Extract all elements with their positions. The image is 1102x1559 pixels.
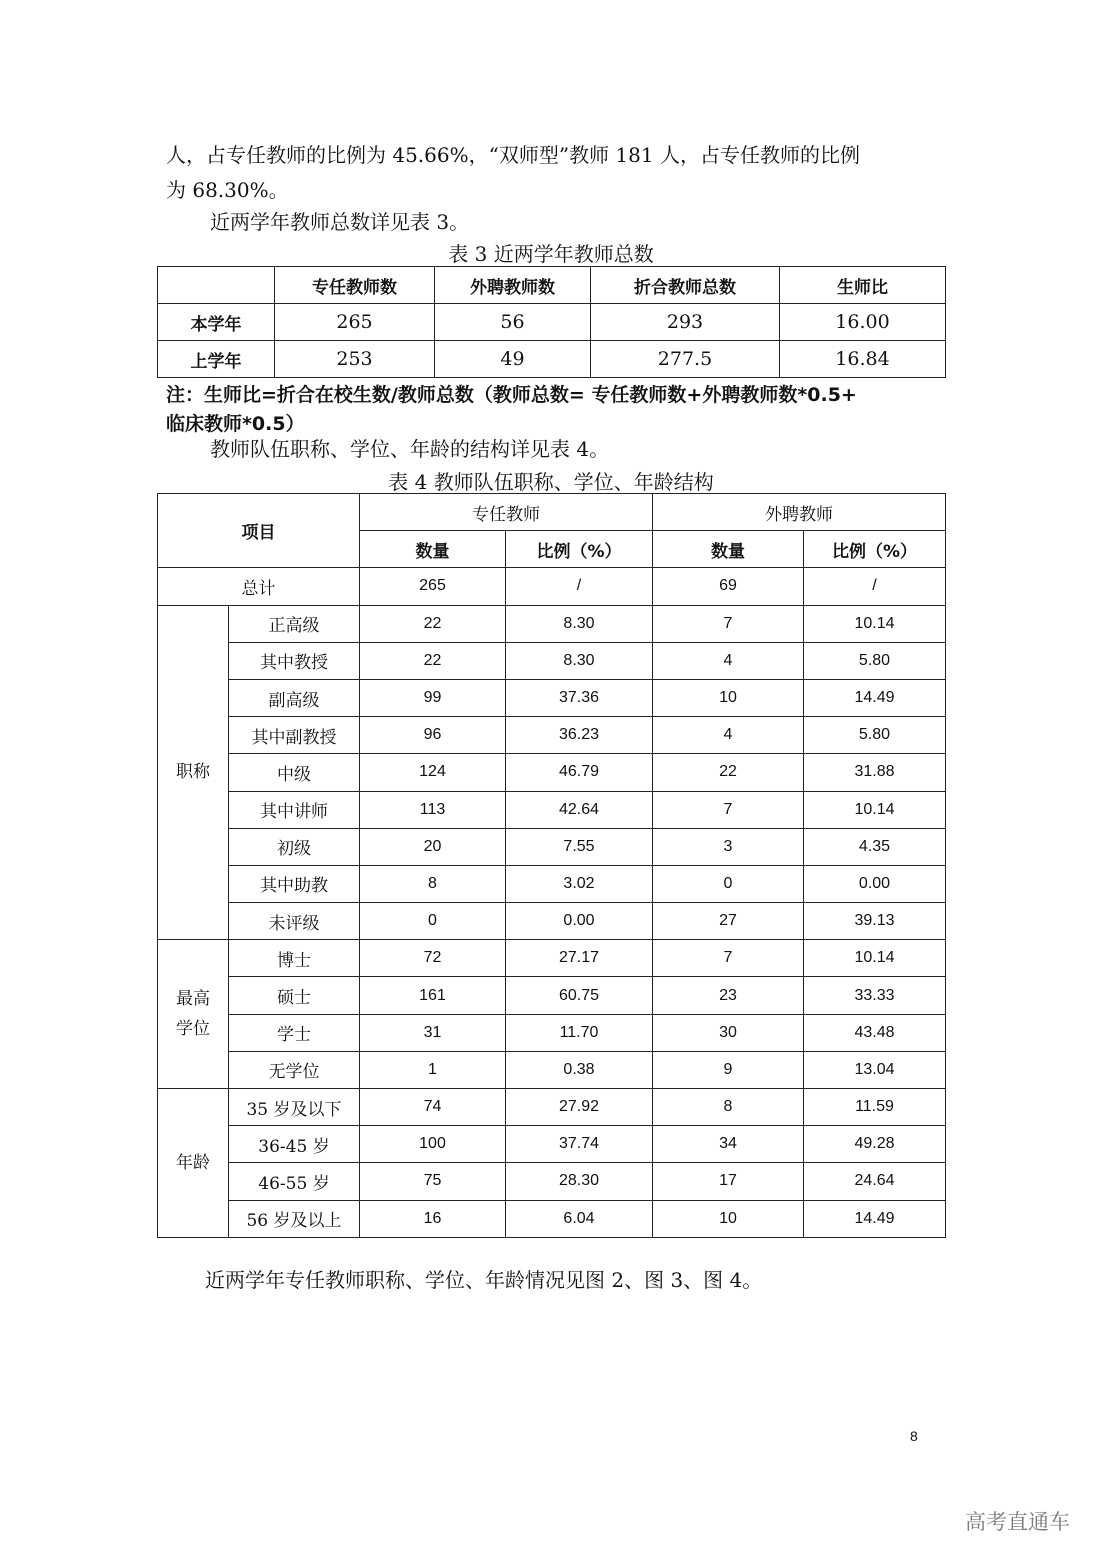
row-label: 36-45 岁	[229, 1126, 360, 1163]
page-number: 8	[910, 1428, 918, 1444]
row-label: 正高级	[229, 605, 360, 642]
cell: 27	[653, 903, 804, 940]
table3-note: 注：生师比=折合在校生数/教师总数（教师总数= 专任教师数+外聘教师数*0.5+	[166, 384, 857, 406]
table-row	[158, 865, 946, 902]
cell: 3	[653, 828, 804, 865]
table-row	[158, 1200, 946, 1237]
cell: 56	[435, 304, 591, 341]
cell: 7	[653, 940, 804, 977]
cell: 43.48	[804, 1014, 946, 1051]
cell: 24.64	[804, 1163, 946, 1200]
cell: 36.23	[506, 717, 653, 754]
cell: 23	[653, 977, 804, 1014]
row-label: 46-55 岁	[229, 1163, 360, 1200]
cell: 265	[275, 304, 435, 341]
watermark: 高考直通车	[965, 1510, 1070, 1534]
cell: 8	[653, 1089, 804, 1126]
cell: 4.35	[804, 828, 946, 865]
table-row	[158, 903, 946, 940]
table-row	[158, 304, 946, 341]
table-row	[158, 1126, 946, 1163]
cell: 4	[653, 642, 804, 679]
row-label: 本学年	[158, 304, 275, 341]
cell: 0.00	[804, 865, 946, 902]
cell: 22	[653, 754, 804, 791]
header-fulltime: 专任教师	[360, 494, 653, 531]
cell: 33.33	[804, 977, 946, 1014]
header-count: 数量	[653, 531, 804, 568]
cell: 27.17	[506, 940, 653, 977]
table-row	[158, 940, 946, 977]
row-label: 无学位	[229, 1051, 360, 1088]
cell: 100	[360, 1126, 506, 1163]
cell: 20	[360, 828, 506, 865]
paragraph-line: 近两学年教师总数详见表 3。	[210, 210, 470, 234]
cell: 10.14	[804, 940, 946, 977]
row-label: 上学年	[158, 341, 275, 378]
group-label: 职称	[158, 605, 229, 940]
header-item: 项目	[158, 494, 360, 568]
cell: 49.28	[804, 1126, 946, 1163]
cell: 31	[360, 1014, 506, 1051]
table-row	[158, 1163, 946, 1200]
table-row	[158, 679, 946, 716]
cell: 10.14	[804, 605, 946, 642]
cell: 1	[360, 1051, 506, 1088]
row-label: 初级	[229, 828, 360, 865]
cell: 14.49	[804, 679, 946, 716]
cell: 69	[653, 568, 804, 605]
row-label: 其中副教授	[229, 717, 360, 754]
cell: 13.04	[804, 1051, 946, 1088]
cell: 124	[360, 754, 506, 791]
cell: 74	[360, 1089, 506, 1126]
cell: 10	[653, 1200, 804, 1237]
table-header-row	[158, 494, 946, 531]
table-row	[158, 1014, 946, 1051]
cell: 34	[653, 1126, 804, 1163]
row-label: 硕士	[229, 977, 360, 1014]
paragraph-line: 为 68.30%。	[166, 178, 289, 202]
row-label: 其中助教	[229, 865, 360, 902]
cell: 5.80	[804, 642, 946, 679]
table4	[157, 493, 946, 1238]
row-label: 其中讲师	[229, 791, 360, 828]
cell: 161	[360, 977, 506, 1014]
group-label: 最高学位	[158, 940, 229, 1089]
cell: 7	[653, 605, 804, 642]
paragraph-line: 近两学年专任教师职称、学位、年龄情况见图 2、图 3、图 4。	[205, 1268, 763, 1292]
cell: 42.64	[506, 791, 653, 828]
cell: 0	[360, 903, 506, 940]
cell: 293	[591, 304, 780, 341]
table-row	[158, 605, 946, 642]
table4-caption: 表 4 教师队伍职称、学位、年龄结构	[388, 470, 714, 494]
cell: 11.59	[804, 1089, 946, 1126]
table-row	[158, 1051, 946, 1088]
cell: 7	[653, 791, 804, 828]
column-header: 生师比	[780, 267, 946, 304]
cell: 277.5	[591, 341, 780, 378]
cell: 30	[653, 1014, 804, 1051]
cell: 37.74	[506, 1126, 653, 1163]
cell-label: 总计	[158, 568, 360, 605]
cell: /	[506, 568, 653, 605]
cell: 3.02	[506, 865, 653, 902]
cell: 16.00	[780, 304, 946, 341]
header-external: 外聘教师	[653, 494, 946, 531]
cell: 22	[360, 605, 506, 642]
table-row	[158, 754, 946, 791]
cell: 16.84	[780, 341, 946, 378]
cell: 10	[653, 679, 804, 716]
table-row	[158, 791, 946, 828]
cell: 28.30	[506, 1163, 653, 1200]
table3-note: 临床教师*0.5）	[166, 413, 305, 435]
table-row-total	[158, 568, 946, 605]
cell: 96	[360, 717, 506, 754]
column-header	[158, 267, 275, 304]
table-row	[158, 1089, 946, 1126]
cell: 72	[360, 940, 506, 977]
column-header: 折合教师总数	[591, 267, 780, 304]
cell: 99	[360, 679, 506, 716]
cell: 4	[653, 717, 804, 754]
cell: 37.36	[506, 679, 653, 716]
cell: 11.70	[506, 1014, 653, 1051]
cell: 14.49	[804, 1200, 946, 1237]
cell: 265	[360, 568, 506, 605]
row-label: 其中教授	[229, 642, 360, 679]
table-row	[158, 828, 946, 865]
cell: 9	[653, 1051, 804, 1088]
row-label: 未评级	[229, 903, 360, 940]
cell: 31.88	[804, 754, 946, 791]
cell: 75	[360, 1163, 506, 1200]
cell: 46.79	[506, 754, 653, 791]
column-header: 外聘教师数	[435, 267, 591, 304]
table3	[157, 266, 946, 378]
cell: 0.00	[506, 903, 653, 940]
cell: 39.13	[804, 903, 946, 940]
row-label: 56 岁及以上	[229, 1200, 360, 1237]
row-label: 学士	[229, 1014, 360, 1051]
row-label: 博士	[229, 940, 360, 977]
group-label: 年龄	[158, 1089, 229, 1238]
cell: 0.38	[506, 1051, 653, 1088]
cell: 27.92	[506, 1089, 653, 1126]
cell: 0	[653, 865, 804, 902]
cell: 8.30	[506, 642, 653, 679]
table-row	[158, 977, 946, 1014]
table-header-row	[158, 267, 946, 304]
row-label: 中级	[229, 754, 360, 791]
paragraph-line: 人，占专任教师的比例为 45.66%，“双师型”教师 181 人，占专任教师的比例	[166, 143, 860, 167]
cell: 5.80	[804, 717, 946, 754]
cell: 8.30	[506, 605, 653, 642]
cell: 60.75	[506, 977, 653, 1014]
cell: 113	[360, 791, 506, 828]
cell: 253	[275, 341, 435, 378]
column-header: 专任教师数	[275, 267, 435, 304]
cell: 16	[360, 1200, 506, 1237]
header-ratio: 比例（%）	[804, 531, 946, 568]
header-count: 数量	[360, 531, 506, 568]
cell: /	[804, 568, 946, 605]
table-row	[158, 341, 946, 378]
cell: 49	[435, 341, 591, 378]
cell: 7.55	[506, 828, 653, 865]
cell: 17	[653, 1163, 804, 1200]
table3-caption: 表 3 近两学年教师总数	[448, 242, 654, 266]
table-row	[158, 717, 946, 754]
header-ratio: 比例（%）	[506, 531, 653, 568]
row-label: 副高级	[229, 679, 360, 716]
cell: 6.04	[506, 1200, 653, 1237]
cell: 10.14	[804, 791, 946, 828]
cell: 8	[360, 865, 506, 902]
paragraph-line: 教师队伍职称、学位、年龄的结构详见表 4。	[210, 437, 610, 461]
cell: 22	[360, 642, 506, 679]
table-row	[158, 642, 946, 679]
row-label: 35 岁及以下	[229, 1089, 360, 1126]
